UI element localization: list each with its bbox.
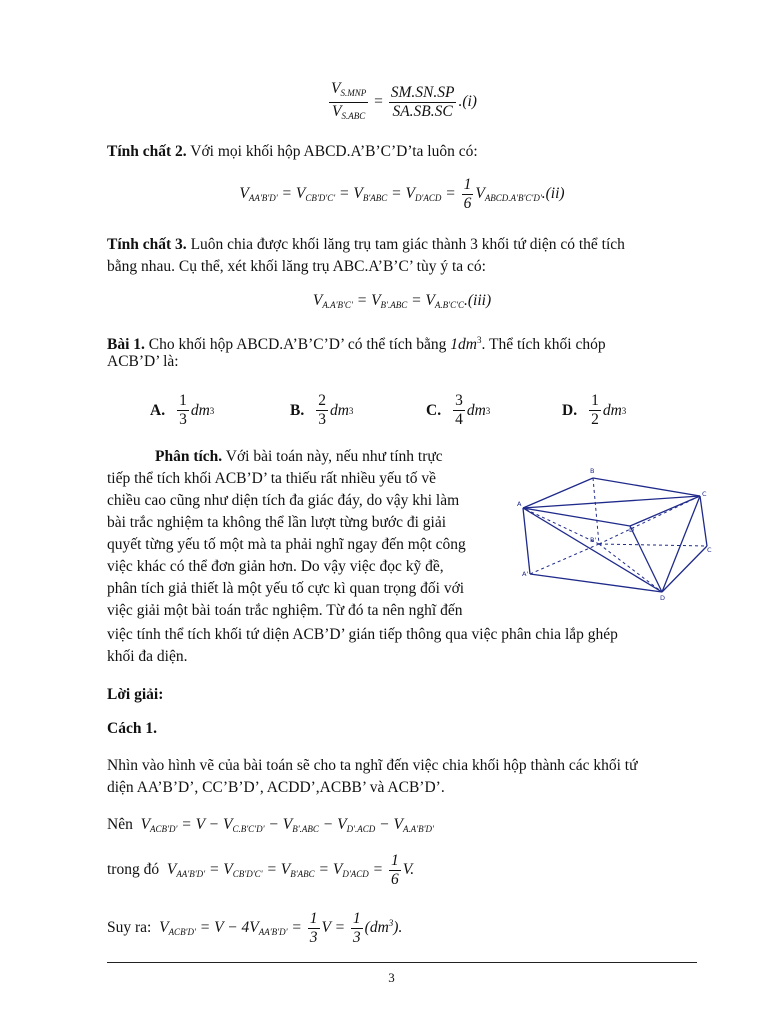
label-d: D xyxy=(660,594,666,602)
analysis-line3: chiều cao cũng như diện tích đa giác đáy, do vậy khi làm xyxy=(107,492,460,509)
problem-1-line1: Bài 1. Cho khối hộp ABCD.A’B’C’D’ có thể tích bằng $1dm^3$. Thể tích khối chóp xyxy=(107,335,606,353)
label-c: C xyxy=(702,490,707,498)
analysis-line1: Phân tích. Với bài toán này, nếu như tính trực xyxy=(155,448,443,465)
formula-i: $\frac{V_{S.MNP}}{V_{S.ABC}}$ = $\frac{SM.SN.SP}{SA.SB.SC}$ .(i) xyxy=(331,80,477,121)
solution-eq1: Nên $V_{ACB'D'} = V - V_{C.B'C'D'} - V_{B'.ABC} - V_{D'.ACD} - V_{A.A'B'D'}$ xyxy=(107,816,434,834)
label-d-prime: D xyxy=(629,526,635,534)
analysis-line9: việc tính thể tích khối tứ diện ACB’D’ gián tiếp thông qua việc phân chia lắp ghép xyxy=(107,626,618,643)
label-a: A xyxy=(517,500,522,508)
solution-para-line2: diện AA’B’D’, CC’B’D’, ACDD’,ACBB’ và ACB’D’. xyxy=(107,779,445,796)
page-number: 3 xyxy=(388,970,395,985)
footer-rule xyxy=(107,962,697,963)
analysis-line2: tiếp thể tích khối ACB’D’ ta thiếu rất nhiều yếu tố về xyxy=(107,470,437,487)
analysis-line7: phân tích giả thiết là một yếu tố cực kì quan trọng đối với xyxy=(107,580,465,597)
option-a[interactable]: A. $\frac{1}{3}$ dm 3 xyxy=(150,392,215,428)
analysis-line8: việc giải một bài toán trắc nghiệm. Từ đó ta nên nghĩ đến xyxy=(107,602,463,619)
solution-eq3: Suy ra: $V_{ACB'D'} = V - 4V_{AA'B'D'}$ = $\frac{1}{3}$ V = $\frac{1}{3}$ $(dm^3)$. xyxy=(107,910,403,946)
option-b[interactable]: B. $\frac{2}{3}$ dm 3 xyxy=(290,392,354,428)
solution-eq2: trong đó $V_{AA'B'D'} = V_{CB'D'C'} = V_{B'ABC} = V_{D'ACD}$ = $\frac{1}{6}$ V. xyxy=(107,852,415,888)
solution-para-line1: Nhìn vào hình vẽ của bài toán sẽ cho ta nghĩ đến việc chia khối hộp thành các khối tứ xyxy=(107,757,638,774)
option-d[interactable]: D. $\frac{1}{2}$ dm 3 xyxy=(562,392,627,428)
solution-title: Lời giải: xyxy=(107,686,164,703)
option-c[interactable]: C. $\frac{3}{4}$ dm 3 xyxy=(426,392,491,428)
problem-1-line2: ACB’D’ là: xyxy=(107,353,179,370)
analysis-line6: việc khác có thể đơn giản hơn. Do vậy việc đọc kỹ đề, xyxy=(107,558,444,575)
label-b: B xyxy=(590,467,595,475)
solution-method: Cách 1. xyxy=(107,720,157,737)
formula-ii: $V_{AA'B'D'} = V_{CB'D'C'} = V_{B'ABC} = V_{D'ACD}$ = $\frac{1}{6}$ $V_{ABCD.A'B'C'D'}.(ii)$ xyxy=(239,176,565,212)
label-b-prime: B' xyxy=(590,536,597,544)
answer-options xyxy=(150,392,710,432)
label-c-prime: C xyxy=(707,546,712,554)
analysis-line10: khối đa diện. xyxy=(107,648,188,665)
property-3-line2: bằng nhau. Cụ thể, xét khối lăng trụ ABC.A’B’C’ tùy ý ta có: xyxy=(107,258,486,275)
parallelepiped-figure xyxy=(510,462,715,610)
analysis-line5: quyết từng yếu tố một mà ta phải nghĩ ngay đến một công xyxy=(107,536,466,553)
property-2: Tính chất 2. Với mọi khối hộp ABCD.A’B’C’D’ta luôn có: xyxy=(107,143,478,160)
formula-iii: $V_{A.A'B'C'} = V_{B'.ABC} = V_{A.B'C'C}.(iii)$ xyxy=(312,292,492,310)
property-3-line1: Tính chất 3. Luôn chia được khối lăng trụ tam giác thành 3 khối tứ diện có thể tích xyxy=(107,236,625,253)
label-a-prime: A' xyxy=(522,570,529,578)
analysis-line4: bài trắc nghiệm ta không thể lần lượt từng bước đi giải xyxy=(107,514,447,531)
